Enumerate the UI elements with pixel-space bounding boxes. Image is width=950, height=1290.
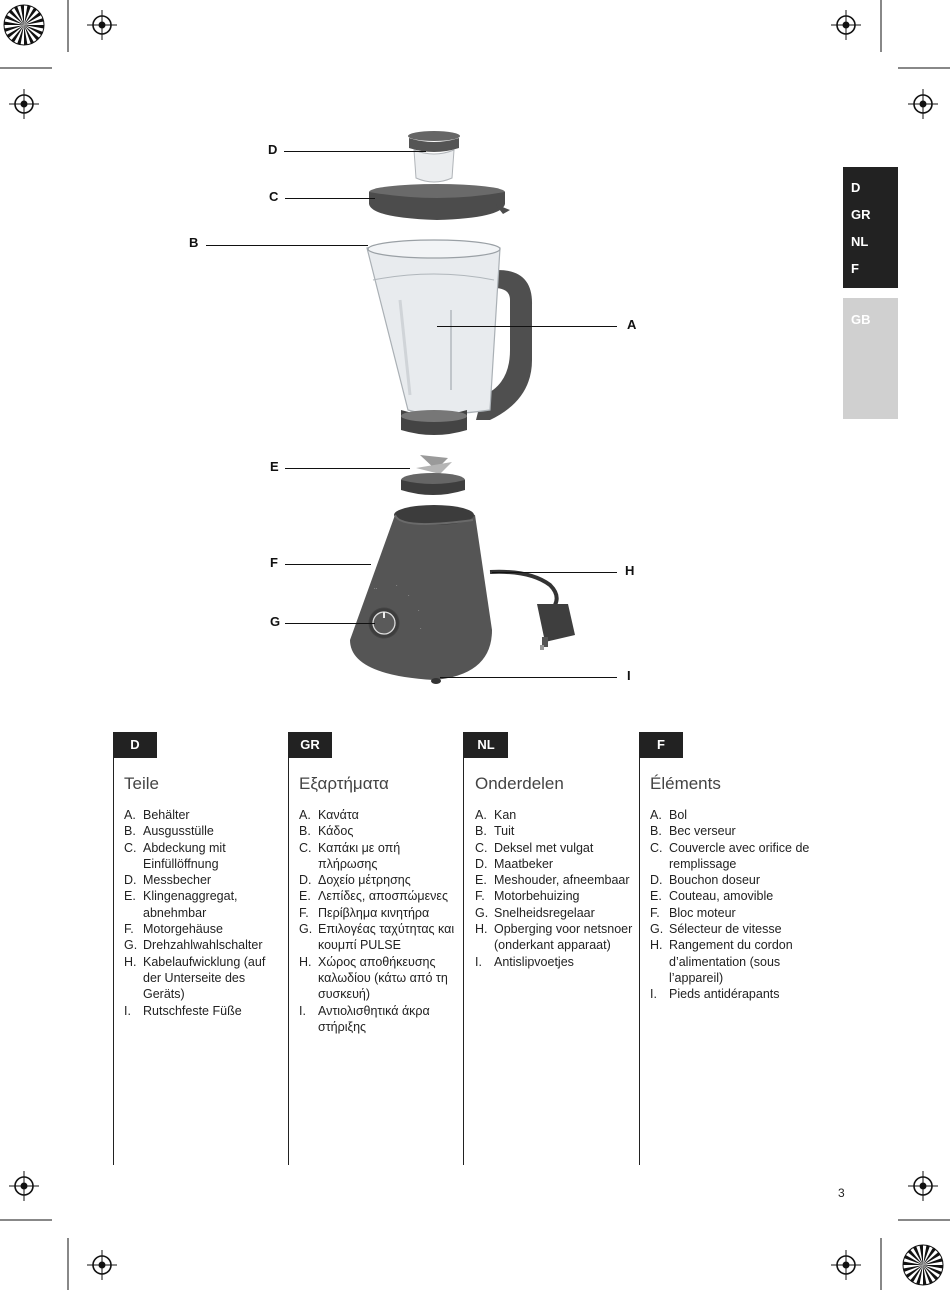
language-badge: D [113,732,157,758]
language-badge: NL [464,732,508,758]
tab-label-gb: GB [851,312,871,327]
part-label-b: B [189,235,199,250]
part-label-d: D [268,142,278,157]
list-item: B. Ausgusstülle [124,824,214,839]
tab-label-nl: NL [851,234,869,249]
list-item: G. Snelheidsregelaar [475,905,595,920]
list-item: E. Λεπίδες, αποσπώμενες [299,889,448,904]
parts-list [299,807,459,1035]
svg-text:·: · [418,608,420,614]
list-item: G. Sélecteur de vitesse [650,922,782,937]
language-tab-active[interactable] [843,167,898,288]
section-title: Onderdelen [475,774,564,793]
measuring-cup [408,131,460,182]
jar [367,240,532,435]
power-cord [490,572,575,650]
leader-line-f [285,564,371,565]
list-item: E. Meshouder, afneembaar [475,873,630,888]
language-badge: F [639,732,683,758]
svg-text:·: · [408,593,410,599]
column-divider [288,732,289,1165]
leader-line-g [285,623,375,624]
language-badge: GR [288,732,332,758]
list-item: C. Abdeckung mit Einfüllöffnung [124,840,226,871]
tab-label-gr: GR [851,207,871,222]
list-item: H. Kabelaufwicklung (auf der Unterseite des Geräts) [124,954,266,1002]
list-item: I. Pieds antidérapants [650,987,780,1002]
section-title: Éléments [650,774,721,793]
svg-text:·: · [420,626,422,632]
list-item: F. Motorgehäuse [124,922,223,937]
list-item: D. Maatbeker [475,856,554,871]
tab-label-d: D [851,180,861,195]
page-number: 3 [838,1186,845,1200]
list-item: I. Rutschfeste Füße [124,1003,242,1018]
list-item: G. Επιλογέας ταχύτητας και κουμπί PULSE [299,922,455,953]
starburst-mark [903,1245,943,1285]
leader-line-i [440,677,617,678]
leader-line-a [437,326,617,327]
part-label-e: E [270,459,279,474]
list-item: H. Rangement du cordon d’alimentation (sous l’appareil) [650,938,793,985]
blender-illustration [330,125,590,690]
column-divider [639,732,640,1165]
part-label-a: A [627,317,637,332]
svg-text:··: ·· [374,586,378,592]
leader-line-h [492,572,617,573]
svg-text:·: · [396,583,398,589]
motor-base [350,505,492,684]
list-item: F. Motorbehuizing [475,889,580,904]
list-item: B. Tuit [475,824,515,839]
list-item: H. Opberging voor netsnoer (onderkant apparaat) [475,922,633,953]
column-divider [113,732,114,1165]
list-item: A. Kan [475,808,517,822]
part-label-f: F [270,555,278,570]
tab-label-f: F [851,261,859,276]
list-item: B. Κάδος [299,824,354,839]
list-item: C. Couvercle avec orifice de remplissage [650,840,810,871]
list-item: F. Bloc moteur [650,905,736,920]
list-item: H. Χώρος αποθήκευσης καλωδίου (κάτω από τη συσκευή) [299,954,448,1002]
list-item: I. Αντιολισθητικά άκρα στήριξης [299,1003,430,1034]
list-item: E. Couteau, amovible [650,889,774,904]
list-item: A. Behälter [124,808,190,822]
leader-line-e [285,468,410,469]
list-item: C. Καπάκι με οπή πλήρωσης [299,840,401,871]
part-label-i: I [627,668,631,683]
part-label-c: C [269,189,279,204]
section-title: Teile [124,774,159,793]
parts-list [124,807,284,1019]
list-item: A. Bol [650,808,688,822]
parts-list [475,807,635,970]
parts-list [650,807,810,1003]
blade-assembly [401,455,465,495]
leader-line-b [206,245,368,246]
list-item: D. Messbecher [124,873,212,888]
lid [369,184,510,220]
list-item: F. Περίβλημα κινητήρα [299,905,430,920]
list-item: E. Klingenaggregat, abnehmbar [124,889,238,920]
list-item: C. Deksel met vulgat [475,840,594,855]
list-item: D. Δοχείο μέτρησης [299,873,411,888]
language-tab-gb[interactable] [843,298,898,419]
leader-line-c [285,198,375,199]
starburst-mark [4,5,44,45]
list-item: A. Κανάτα [299,808,359,822]
list-item: B. Bec verseur [650,824,736,839]
column-divider [463,732,464,1165]
list-item: D. Bouchon doseur [650,873,761,888]
list-item: G. Drehzahlwahlschalter [124,938,263,953]
part-label-g: G [270,614,281,629]
leader-line-d [284,151,426,152]
part-label-h: H [625,563,635,578]
list-item: I. Antislipvoetjes [475,954,574,969]
section-title: Εξαρτήματα [299,774,389,793]
